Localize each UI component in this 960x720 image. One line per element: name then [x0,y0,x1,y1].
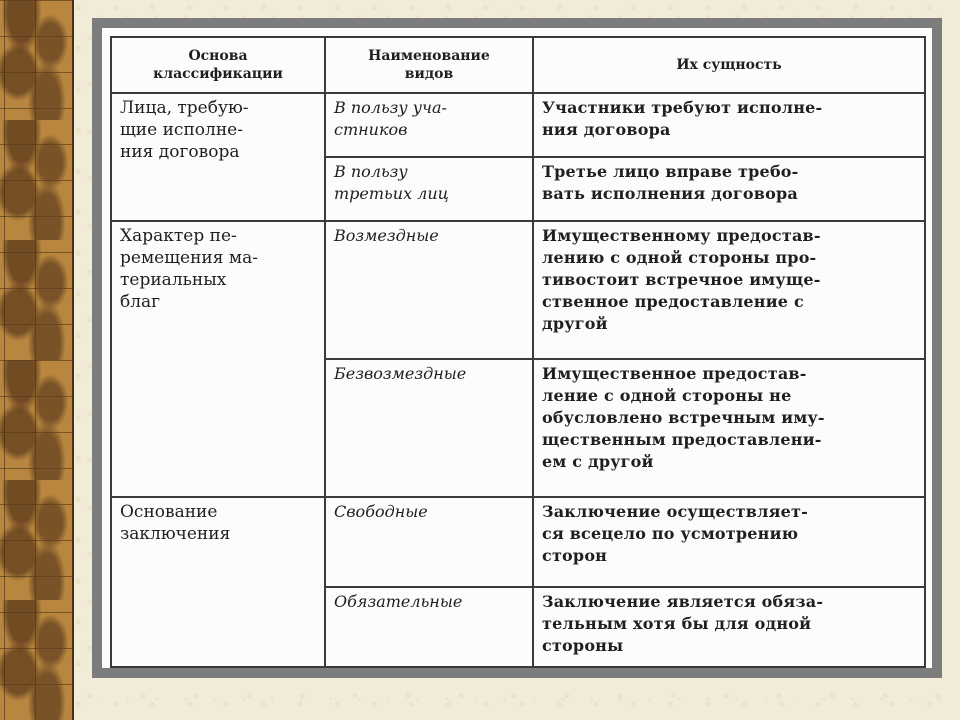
basis-cell: Основание заключения [111,497,325,667]
table-row [111,93,925,157]
table-row [111,497,925,587]
essence-cell: Имущественное предостав- ление с одной стороны не обусловлено встречным иму- щественным предоставлени- ем с другой [533,359,925,497]
type-cell: Обязательные [325,587,533,667]
essence-cell: Заключение является обяза- тельным хотя бы для одной стороны [533,587,925,667]
basis-cell: Характер пе- ремещения ма- териальных благ [111,221,325,497]
basis-cell: Лица, требую- щие исполне- ния договора [111,93,325,221]
type-cell: Безвозмездные [325,359,533,497]
essence-cell: Имущественному предостав- лению с одной стороны про- тивостоит встречное имуще- ственное предоставление с другой [533,221,925,359]
table-frame [92,18,942,678]
essence-cell: Заключение осуществляет- ся всецело по усмотрению сторон [533,497,925,587]
table-row [111,221,925,359]
essence-cell: Третье лицо вправе требо- вать исполнения договора [533,157,925,221]
header-row [111,37,925,93]
type-cell: В пользу уча- стников [325,93,533,157]
decorative-side-strip [0,0,74,720]
essence-cell: Участники требуют исполне- ния договора [533,93,925,157]
header-type: Наименование видов [325,37,533,93]
header-basis: Основа классификации [111,37,325,93]
type-cell: В пользу третьих лиц [325,157,533,221]
table-panel [102,28,932,668]
type-cell: Возмездные [325,221,533,359]
classification-table [110,36,926,668]
header-essence: Их сущность [533,37,925,93]
type-cell: Свободные [325,497,533,587]
